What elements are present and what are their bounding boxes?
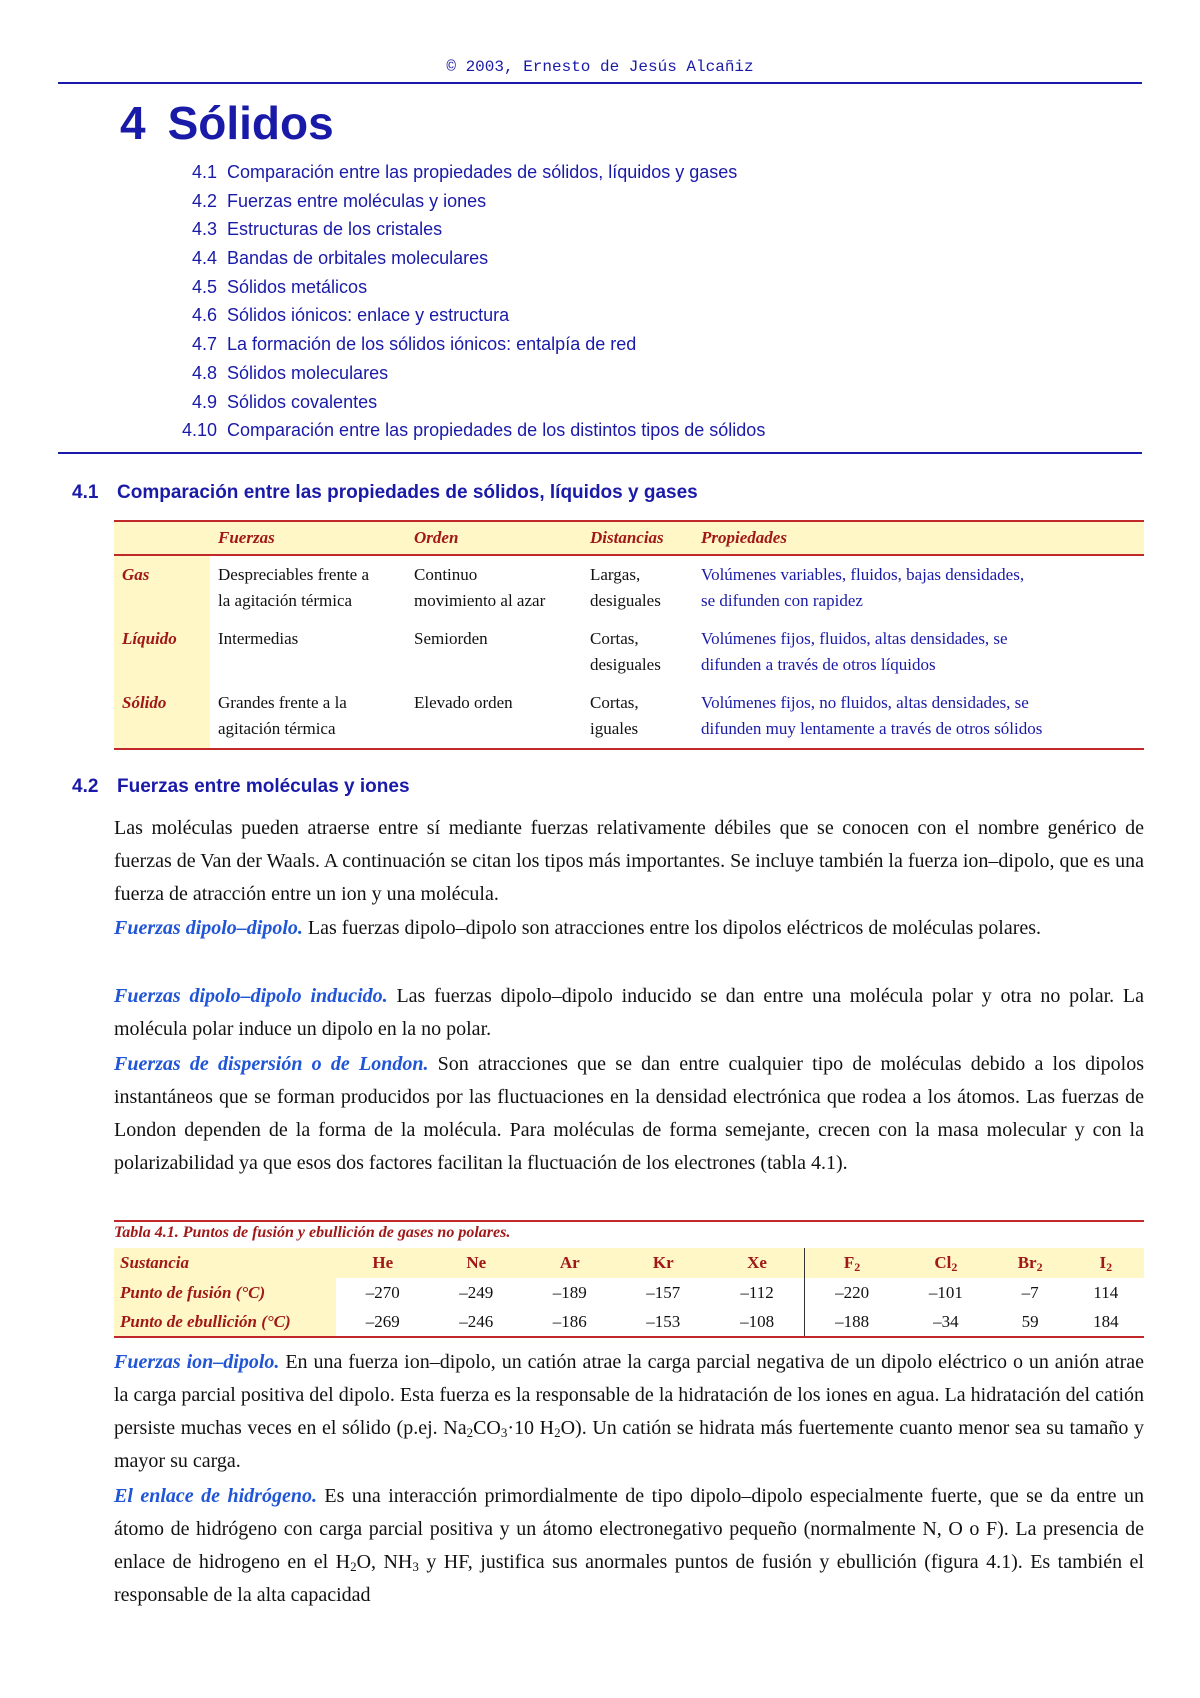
toc-item[interactable]: 4.10 Comparación entre las propiedades de los distintos tipos de sólidos: [181, 420, 766, 441]
table-cell: –112: [740, 1282, 774, 1302]
toc-item[interactable]: 4.6 Sólidos iónicos: enlace y estructura: [191, 305, 510, 326]
table-row: [114, 1307, 1144, 1337]
column-header: Propiedades: [693, 521, 1144, 555]
toc-item[interactable]: 4.7 La formación de los sólidos iónicos: entalpía de red: [191, 334, 637, 355]
section-heading-4-2: 4.2 Fuerzas entre moléculas y iones: [72, 776, 410, 797]
column-header: $I_2$: [1068, 1248, 1144, 1278]
toc-item[interactable]: 4.9 Sólidos covalentes: [191, 391, 378, 412]
term-hydrogen-bond: El enlace de hidrógeno.: [114, 1485, 317, 1507]
term-london: Fuerzas de dispersión o de London.: [114, 1053, 429, 1075]
table-cell: –186: [552, 1311, 587, 1331]
toc-item[interactable]: 4.4 Bandas de orbitales moleculares: [191, 248, 489, 269]
column-header: He: [336, 1248, 430, 1278]
table-cell: –34: [933, 1311, 959, 1331]
table-row: [114, 684, 1144, 749]
table-cell: –101: [928, 1282, 963, 1302]
table-cell: –189: [552, 1282, 587, 1302]
column-header: Ne: [430, 1248, 524, 1278]
table-header-row: [114, 1248, 1144, 1278]
paragraph-inducido: Fuerzas dipolo–dipolo inducido. Las fuerzas dipolo–dipolo inducido se dan entre una molécula polar y otra no polar. La molécula polar induce un dipolo en la no polar.: [114, 985, 1144, 1040]
chapter-title-text: Sólidos: [167, 97, 334, 149]
column-header: Distancias: [582, 521, 693, 555]
toc-item[interactable]: 4.3 Estructuras de los cristales: [191, 219, 443, 240]
column-header: Sustancia: [114, 1248, 336, 1278]
term-inducido: Fuerzas dipolo–dipolo inducido.: [114, 985, 388, 1007]
table-cell: –188: [805, 1307, 900, 1337]
table-cell: Continuo movimiento al azar: [414, 565, 546, 610]
toc-item[interactable]: 4.2 Fuerzas entre moléculas y iones: [191, 190, 487, 211]
term-ion-dipolo: Fuerzas ion–dipolo.: [114, 1351, 280, 1373]
table-cell: Volúmenes variables, fluidos, bajas densidades, se difunden con rapidez: [701, 565, 1025, 610]
column-header: $Br_2$: [993, 1248, 1068, 1278]
chapter-number: 4: [120, 97, 146, 149]
term-dipolo: Fuerzas dipolo–dipolo.: [114, 917, 303, 939]
column-header: Xe: [710, 1248, 805, 1278]
table-cell: –270: [365, 1282, 400, 1302]
table-cell: Cortas, desiguales: [590, 629, 661, 674]
column-header: Orden: [406, 521, 582, 555]
table-row: [114, 1278, 1144, 1307]
column-header: $Cl_2$: [899, 1248, 993, 1278]
paragraph-hydrogen-bond: El enlace de hidrógeno. Es una interacción primordialmente de tipo dipolo–dipolo especialmente fuerte, que se da entre un átomo de hidrógeno con carga parcial positiva y un átomo electronegativo pequeño (normalmente N, O o F). La presencia de enlace de hidrogeno en el $H_2O$, $NH_3$ y HF, justifica sus anormales puntos de fusión y ebullición (figura 4.1). Es también el responsable de la alta capacidad: [114, 1485, 1144, 1606]
paragraph-london: Fuerzas de dispersión o de London. Son atracciones que se dan entre cualquier tipo de moléculas debido a los dipolos instantáneos que se forman producidos por las fluctuaciones en la densidad electrónica que rodea a los átomos. Las fuerzas de London dependen de la forma de la molécula. Para moléculas de forma semejante, crecen con la masa molecular y con la polarizabilidad ya que esos dos factores facilitan la fluctuación de los electrones (tabla 4.1).: [114, 1053, 1144, 1174]
table-cell: Intermedias: [218, 629, 299, 648]
table-of-contents: [160, 158, 765, 445]
table-cell: –108: [740, 1311, 775, 1331]
toc-item[interactable]: 4.5 Sólidos metálicos: [191, 276, 368, 297]
states-comparison-table: [114, 520, 1144, 750]
toc-item[interactable]: 4.1 Comparación entre las propiedades de sólidos, líquidos y gases: [191, 162, 738, 182]
paragraph-ion-dipolo: Fuerzas ion–dipolo. En una fuerza ion–dipolo, un catión atrae la carga parcial negativa de un dipolo eléctrico o un anión atrae la carga parcial positiva del dipolo. Esta fuerza es la responsable de la hidratación de los iones en agua. La hidratación del catión persiste muchas veces en el sólido (p.ej. $Na_2CO_3\cdot 10$ $H_2O$). Un catión se hidrata más fuertemente cuanto menor sea su tamaño y mayor su carga.: [114, 1351, 1144, 1472]
table-cell: Semiorden: [414, 629, 488, 648]
row-header: Sólido: [114, 684, 210, 749]
table-caption: Tabla 4.1. Puntos de fusión y ebullición de gases no polares.: [114, 1224, 511, 1241]
row-header: Punto de ebullición (°C): [114, 1307, 336, 1337]
table-cell: –249: [459, 1282, 494, 1302]
melting-boiling-table: [114, 1248, 1144, 1338]
section-heading-4-1: 4.1 Comparación entre las propiedades de sólidos, líquidos y gases: [72, 482, 698, 503]
paragraph-dipolo: Fuerzas dipolo–dipolo. Las fuerzas dipolo–dipolo son atracciones entre los dipolos eléctricos de moléculas polares.: [114, 917, 1042, 939]
row-header: Gas: [114, 555, 210, 620]
intro-paragraph: Las moléculas pueden atraerse entre sí mediante fuerzas relativamente débiles que se conocen con el nombre genérico de fuerzas de Van der Waals. A continuación se citan los tipos más importantes. Se incluye también la fuerza ion–dipolo, que es una fuerza de atracción entre un ion y una molécula.: [114, 817, 1144, 905]
table-row: [114, 620, 1144, 684]
table-cell: Volúmenes fijos, no fluidos, altas densidades, se difunden muy lentamente a través de otros sólidos: [701, 693, 1043, 738]
column-header: Fuerzas: [210, 521, 406, 555]
table-cell: –157: [646, 1282, 681, 1302]
table-row: [114, 555, 1144, 620]
table-cell: –7: [1021, 1282, 1039, 1302]
table-cell: Cortas, iguales: [590, 693, 639, 738]
table-cell: –153: [646, 1311, 681, 1331]
table-cell: 59: [1021, 1311, 1039, 1331]
table-corner: [114, 521, 210, 555]
column-header: $F_2$: [805, 1248, 900, 1278]
copyright-notice: © 2003, Ernesto de Jesús Alcañiz: [446, 58, 754, 76]
column-header: Ar: [523, 1248, 617, 1278]
table-cell: Largas, desiguales: [590, 565, 661, 610]
table-cell: Grandes frente a la agitación térmica: [218, 693, 347, 738]
table-cell: Elevado orden: [414, 693, 513, 712]
table-top-rule: [114, 1220, 1144, 1222]
table-cell: Volúmenes fijos, fluidos, altas densidades, se difunden a través de otros líquidos: [701, 629, 1008, 674]
toc-rule: [58, 452, 1142, 454]
row-header: Líquido: [114, 620, 210, 684]
table-cell: –220: [805, 1278, 900, 1307]
row-header: Punto de fusión (°C): [114, 1278, 336, 1307]
table-cell: –269: [365, 1311, 400, 1331]
table-cell: 114: [1093, 1282, 1119, 1302]
table-cell: 184: [1093, 1311, 1119, 1331]
header-rule: [58, 82, 1142, 84]
toc-item[interactable]: 4.8 Sólidos moleculares: [191, 362, 389, 383]
chapter-title: [120, 96, 334, 150]
column-header: Kr: [617, 1248, 711, 1278]
table-cell: Despreciables frente a la agitación térmica: [218, 565, 370, 610]
table-cell: –246: [459, 1311, 494, 1331]
